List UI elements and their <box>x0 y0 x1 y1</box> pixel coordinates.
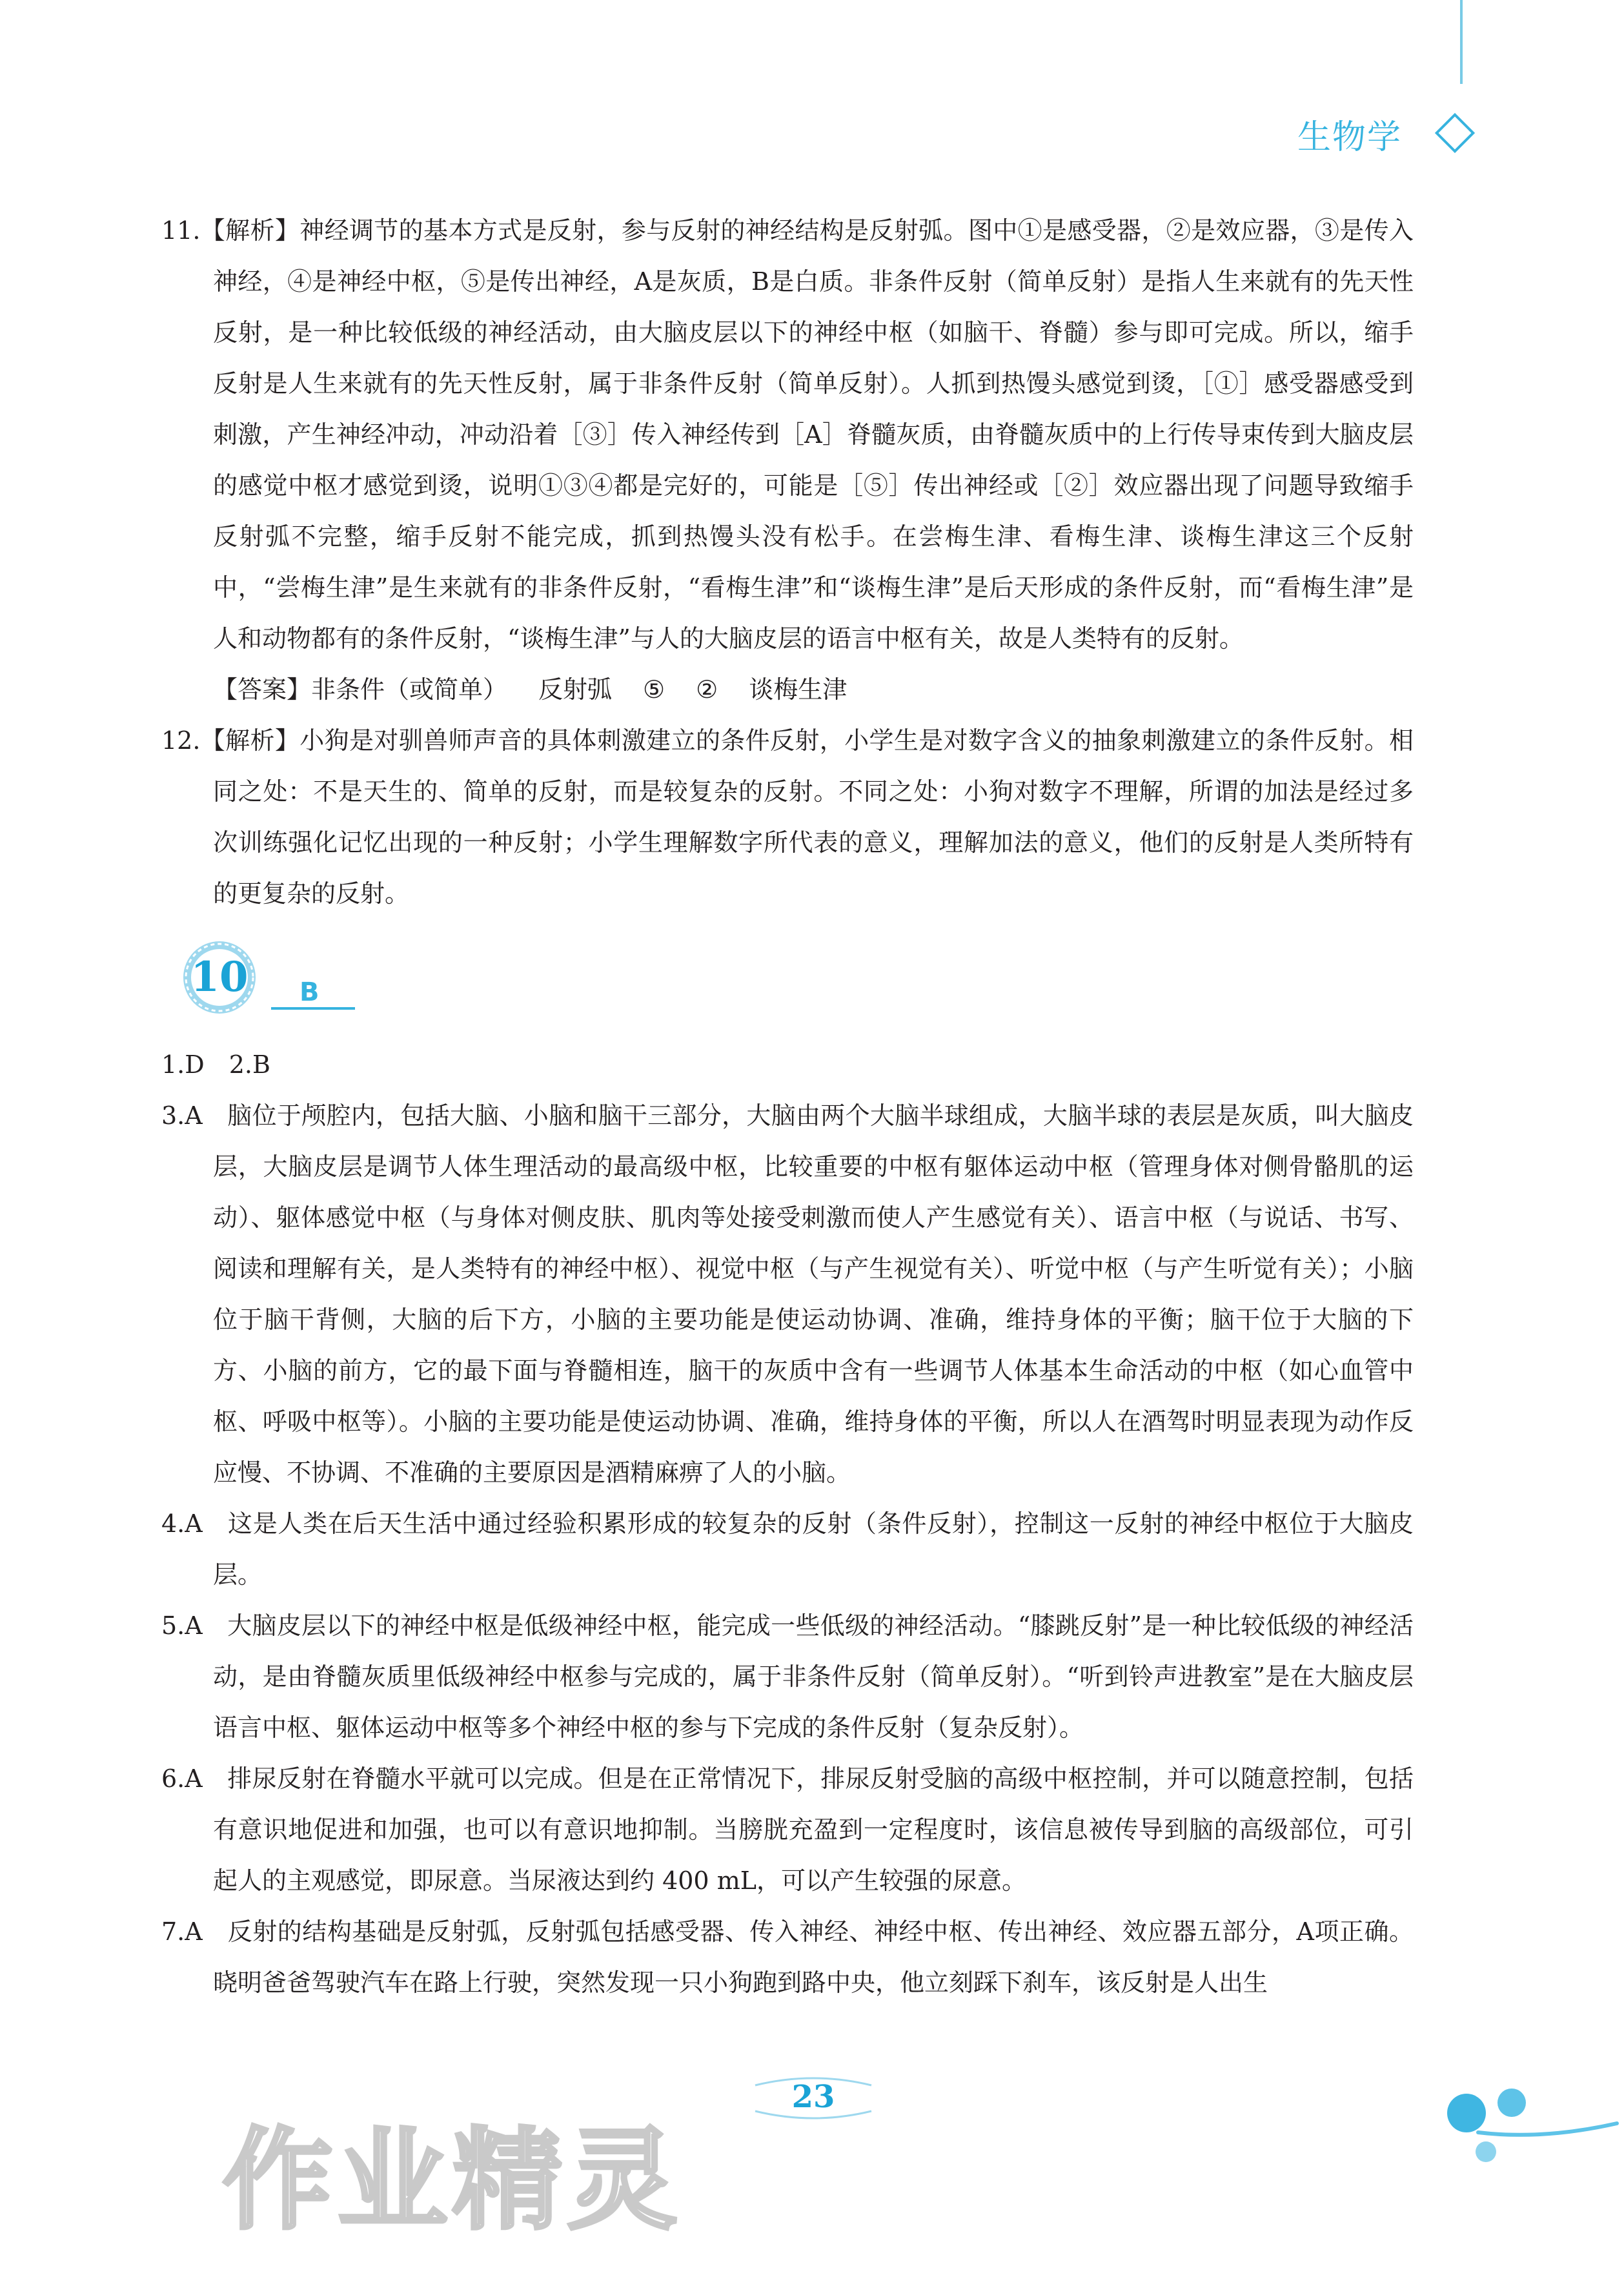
section-label: B <box>271 977 355 1010</box>
watermark: 作业精灵 <box>223 2117 683 2245</box>
answer-item-5: 5.A 大脑皮层以下的神经中枢是低级神经中枢，能完成一些低级的神经活动。“膝跳反射”是一种比较低级的神经活动，是由脊髓灰质里低级神经中枢参与完成的，属于非条件反射（简单反射）。“听到铃声进教室”是在大脑皮层语言中枢、躯体运动中枢等多个神经中枢的参与下完成的条件反射（复杂反射）。 <box>161 1611 1414 1742</box>
q11-answer <box>161 664 1414 715</box>
diamond-icon <box>1435 113 1475 153</box>
answer-item-4: 4.A 这是人类在后天生活中通过经验积累形成的较复杂的反射（条件反射），控制这一反射的神经中枢位于大脑皮层。 <box>161 1509 1414 1589</box>
answers-1-2: 1.D 2.B <box>161 1050 270 1079</box>
section-number: 10 <box>190 953 249 1001</box>
page-number: 23 <box>791 2079 835 2115</box>
section-header <box>161 939 1414 1036</box>
answer-item-3: 3.A 脑位于颅腔内，包括大脑、小脑和脑干三部分，大脑由两个大脑半球组成，大脑半球的表层是灰质，叫大脑皮层，大脑皮层是调节人体生理活动的最高级中枢，比较重要的中枢有躯体运动中枢（管理身体对侧骨骼肌的运动）、躯体感觉中枢（与身体对侧皮肤、肌肉等处接受刺激而使人产生感觉有关）、语言中枢（与说话、书写、阅读和理解有关，是人类特有的神经中枢）、视觉中枢（与产生视觉有关）、听觉中枢（与产生听觉有关）；小脑位于脑干背侧，大脑的后下方，小脑的主要功能是使运动协调、准确，维持身体的平衡；脑干位于大脑的下方、小脑的前方，它的最下面与脊髓相连，脑干的灰质中含有一些调节人体基本生命活动的中枢（如心血管中枢、呼吸中枢等）。小脑的主要功能是使运动协调、准确，维持身体的平衡，所以人在酒驾时明显表现为动作反应慢、不协调、不准确的主要原因是酒精麻痹了人的小脑。 <box>161 1101 1414 1487</box>
q11-answer-2: ⑤ <box>643 675 665 704</box>
answer-item-7: 7.A 反射的结构基础是反射弧，反射弧包括感受器、传入神经、神经中枢、传出神经、效应器五部分，A项正确。晓明爸爸驾驶汽车在路上行驶，突然发现一只小狗跑到路中央，他立刻踩下刹车，该反射是人出生 <box>161 1917 1414 1997</box>
dots-decor-icon <box>1439 2076 1620 2179</box>
q12-analysis: 12.【解析】小狗是对驯兽师声音的具体刺激建立的条件反射，小学生是对数字含义的抽象刺激建立的条件反射。相同之处：不是天生的、简单的反射，而是较复杂的反射。不同之处：小狗对数字不理解，所谓的加法是经过多次训练强化记忆出现的一种反射；小学生理解数字所代表的意义，理解加法的意义，他们的反射是人类所特有的更复杂的反射。 <box>161 726 1414 908</box>
answer-item-6: 6.A 排尿反射在脊髓水平就可以完成。但是在正常情况下，排尿反射受脑的高级中枢控制，并可以随意控制，包括有意识地促进和加强，也可以有意识地抑制。当膀胱充盈到一定程度时，该信息被传导到脑的高级部位，可引起人的主观感觉，即尿意。当尿液达到约 400 mL，可以产生较强的尿意。 <box>161 1764 1414 1895</box>
q11-analysis: 11.【解析】神经调节的基本方式是反射，参与反射的神经结构是反射弧。图中①是感受器，②是效应器，③是传入神经，④是神经中枢，⑤是传出神经，A是灰质，B是白质。非条件反射（简单反射）是指人生来就有的先天性反射，是一种比较低级的神经活动，由大脑皮层以下的神经中枢（如脑干、脊髓）参与即可完成。所以，缩手反射是人生来就有的先天性反射，属于非条件反射（简单反射）。人抓到热馒头感觉到烫，［①］感受器感受到刺激，产生神经冲动，冲动沿着［③］传入神经传到［A］脊髓灰质，由脊髓灰质中的上行传导束传到大脑皮层的感觉中枢才感觉到烫，说明①③④都是完好的，可能是［⑤］传出神经或［②］效应器出现了问题导致缩手反射弧不完整，缩手反射不能完成，抓到热馒头没有松手。在尝梅生津、看梅生津、谈梅生津这三个反射中，“尝梅生津”是生来就有的非条件反射，“看梅生津”和“谈梅生津”是后天形成的条件反射，而“看梅生津”是人和动物都有的条件反射，“谈梅生津”与人的大脑皮层的语言中枢有关，故是人类特有的反射。 <box>161 216 1414 653</box>
subject-title: 生物学 <box>1297 118 1403 157</box>
q11-answer-4: 谈梅生津 <box>749 675 848 704</box>
header-decor-line <box>1460 0 1463 84</box>
q11-answer-3: ② <box>696 675 718 704</box>
page-content <box>161 205 1414 2008</box>
q11-answer-label: 【答案】非条件（或简单） <box>213 675 508 704</box>
q11-answer-1: 反射弧 <box>538 675 613 704</box>
